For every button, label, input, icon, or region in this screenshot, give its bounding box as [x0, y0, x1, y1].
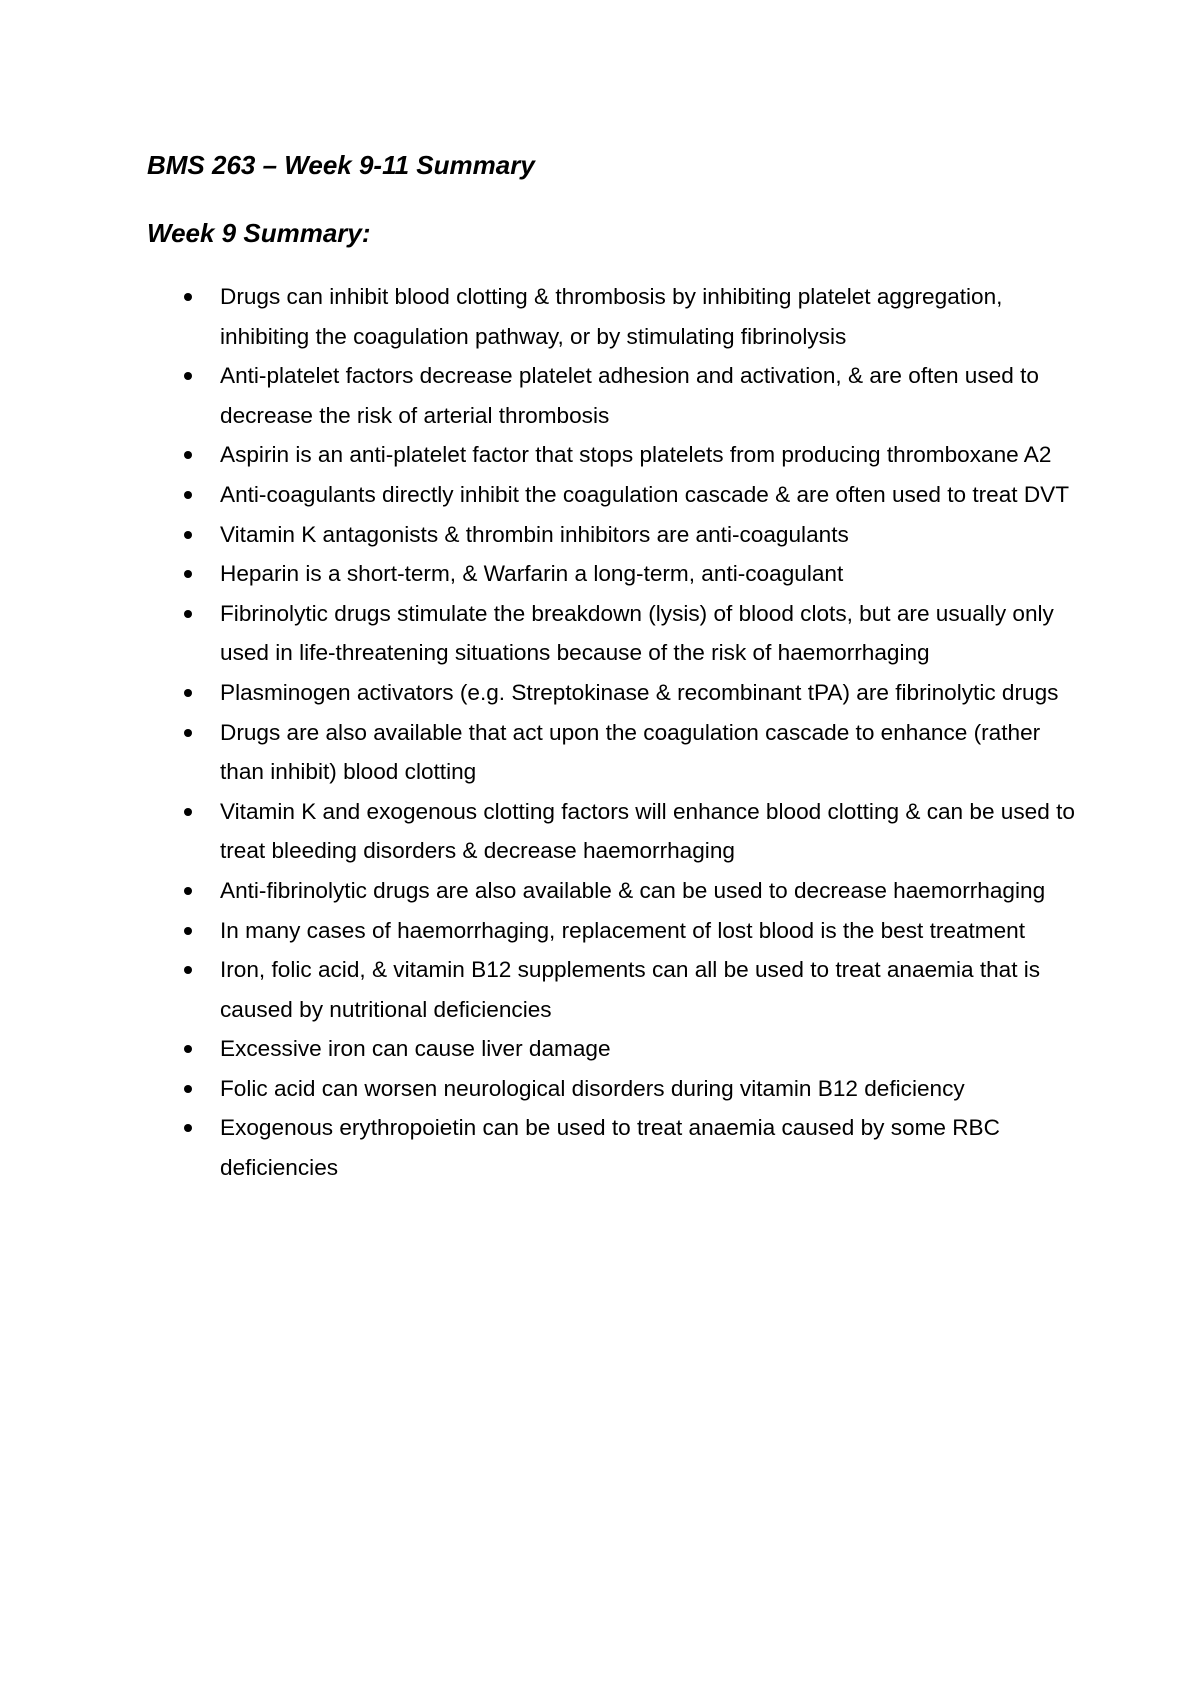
list-item-text: Iron, folic acid, & vitamin B12 supplements can all be used to treat anaemia that is caused by nutritional deficiencies: [220, 957, 1041, 1022]
list-item-text: Anti-platelet factors decrease platelet adhesion and activation, & are often used to decrease the risk of arterial thrombosis: [220, 363, 1039, 428]
bullet-icon: [184, 1085, 192, 1093]
list-item-text: Vitamin K and exogenous clotting factors will enhance blood clotting & can be used to treat bleeding disorders & decrease haemorrhaging: [220, 798, 1075, 864]
list-item: [147, 435, 1077, 475]
list-item: [147, 713, 1077, 792]
bullet-icon: [184, 610, 192, 618]
list-item-text: Anti-coagulants directly inhibit the coagulation cascade & are often used to treat DVT: [220, 481, 1070, 507]
list-item: [147, 911, 1077, 951]
bullet-icon: [184, 966, 192, 974]
list-item-text: Exogenous erythropoietin can be used to treat anaemia caused by some RBC deficiencies: [220, 1115, 1000, 1181]
bullet-icon: [184, 372, 192, 380]
list-item-text: Plasminogen activators (e.g. Streptokinase & recombinant tPA) are fibrinolytic drugs: [220, 679, 1059, 705]
bullet-icon: [184, 491, 192, 499]
section-heading-week-9: Week 9 Summary:: [147, 218, 371, 248]
bullet-icon: [184, 293, 192, 301]
list-item-text: In many cases of haemorrhaging, replacement of lost blood is the best treatment: [220, 917, 1026, 943]
bullet-icon: [184, 689, 192, 697]
bullet-icon: [184, 1045, 192, 1053]
list-item: [147, 950, 1077, 1029]
bullet-icon: [184, 1124, 192, 1132]
list-item-text: Aspirin is an anti-platelet factor that stops platelets from producing thromboxane A2: [220, 442, 1052, 468]
list-item: [147, 1069, 1077, 1109]
list-item-text: Drugs are also available that act upon the coagulation cascade to enhance (rather than inhibit) blood clotting: [220, 719, 1041, 785]
list-item-text: Heparin is a short-term, & Warfarin a long-term, anti-coagulant: [220, 561, 844, 587]
list-item: [147, 515, 1077, 555]
list-item: [147, 792, 1077, 871]
list-item: [147, 475, 1077, 515]
bullet-icon: [184, 570, 192, 578]
list-item-text: Folic acid can worsen neurological disorders during vitamin B12 deficiency: [220, 1075, 965, 1101]
list-item: [147, 594, 1077, 673]
list-item-text: Drugs can inhibit blood clotting & thrombosis by inhibiting platelet aggregation, inhibiting the coagulation pathway, or by stimulating fibrinolysis: [220, 284, 1003, 349]
bullet-icon: [184, 531, 192, 539]
list-item-text: Excessive iron can cause liver damage: [220, 1036, 611, 1062]
list-item: [147, 1029, 1077, 1069]
bullet-icon: [184, 927, 192, 935]
list-item: [147, 871, 1077, 911]
list-item: [147, 1108, 1077, 1187]
list-item-text: Fibrinolytic drugs stimulate the breakdown (lysis) of blood clots, but are usually only used in life-threatening situations because of the risk of haemorrhaging: [220, 600, 1054, 666]
list-item: [147, 356, 1077, 435]
bullet-icon: [184, 808, 192, 816]
list-item: [147, 673, 1077, 713]
list-item: [147, 277, 1077, 356]
document-title: BMS 263 – Week 9-11 Summary: [147, 150, 535, 180]
list-item-text: Vitamin K antagonists & thrombin inhibitors are anti-coagulants: [220, 521, 849, 547]
summary-bullet-list: [147, 277, 1077, 1188]
list-item-text: Anti-fibrinolytic drugs are also available & can be used to decrease haemorrhaging: [220, 877, 1046, 903]
bullet-icon: [184, 729, 192, 737]
bullet-icon: [184, 887, 192, 895]
list-item: [147, 554, 1077, 594]
bullet-icon: [184, 451, 192, 459]
